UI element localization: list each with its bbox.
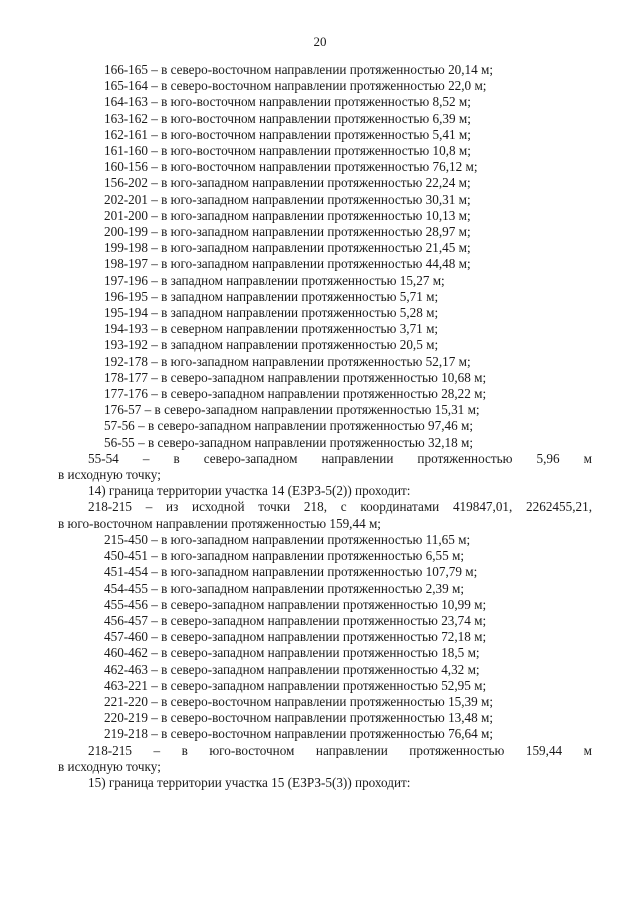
- boundary-line: 462-463 – в северо-западном направлении протяженностью 4,32 м;: [104, 661, 480, 677]
- boundary-list-section-14: [58, 499, 592, 774]
- boundary-line: 460-462 – в северо-западном направлении протяженностью 18,5 м;: [104, 645, 480, 661]
- boundary-line: 166-165 – в северо-восточном направлении протяженностью 20,14 м;: [104, 62, 494, 77]
- boundary-line: 165-164 – в северо-восточном направлении протяженностью 22,0 м;: [104, 78, 487, 94]
- start-line-continuation: в юго-восточном направлении протяженностью 159,44 м;: [58, 515, 381, 531]
- closing-line-continuation: в исходную точку;: [58, 467, 161, 483]
- boundary-line: 177-176 – в северо-западном направлении протяженностью 28,22 м;: [104, 386, 487, 402]
- boundary-line: 160-156 – в юго-восточном направлении протяженностью 76,12 м;: [104, 159, 478, 175]
- boundary-line: 454-455 – в юго-западном направлении протяженностью 2,39 м;: [104, 580, 465, 596]
- boundary-line: 193-192 – в западном направлении протяженностью 20,5 м;: [104, 337, 439, 353]
- boundary-line: 202-201 – в юго-западном направлении протяженностью 30,31 м;: [104, 191, 471, 207]
- boundary-line: 163-162 – в юго-восточном направлении протяженностью 6,39 м;: [104, 110, 471, 126]
- closing-line-continuation: в исходную точку;: [58, 758, 161, 774]
- closing-line-text: 218-215 – в юго-восточном направлении протяженностью 159,44 м: [88, 742, 592, 758]
- boundary-line: 198-197 – в юго-западном направлении протяженностью 44,48 м;: [104, 256, 471, 272]
- section-heading-15: 15) граница территории участка 15 (ЕЗРЗ-5(3)) проходит:: [88, 774, 411, 790]
- boundary-line: 199-198 – в юго-западном направлении протяженностью 21,45 м;: [104, 240, 471, 256]
- boundary-line: 450-451 – в юго-западном направлении протяженностью 6,55 м;: [104, 548, 465, 564]
- boundary-line: 200-199 – в юго-западном направлении протяженностью 28,97 м;: [104, 224, 471, 240]
- boundary-line: 162-161 – в юго-восточном направлении протяженностью 5,41 м;: [104, 126, 471, 142]
- boundary-line: 164-163 – в юго-восточном направлении протяженностью 8,52 м;: [104, 94, 471, 110]
- page-number: 20: [313, 34, 327, 49]
- boundary-line: 463-221 – в северо-западном направлении протяженностью 52,95 м;: [104, 677, 487, 693]
- boundary-line: 178-177 – в северо-западном направлении протяженностью 10,68 м;: [104, 369, 487, 385]
- document-body: [58, 62, 592, 791]
- start-line-text: 218-215 – из исходной точки 218, с координатами 419847,01, 2262455,21,: [88, 499, 592, 515]
- closing-line-section-13: [58, 451, 592, 483]
- boundary-line: 156-202 – в юго-западном направлении протяженностью 22,24 м;: [104, 175, 471, 191]
- boundary-line: 457-460 – в северо-западном направлении протяженностью 72,18 м;: [104, 629, 487, 645]
- boundary-line: 455-456 – в северо-западном направлении протяженностью 10,99 м;: [104, 596, 487, 612]
- boundary-line: 221-220 – в северо-восточном направлении протяженностью 15,39 м;: [104, 693, 494, 709]
- boundary-line: 194-193 – в северном направлении протяженностью 3,71 м;: [104, 321, 439, 337]
- boundary-line: 192-178 – в юго-западном направлении протяженностью 52,17 м;: [104, 353, 471, 369]
- boundary-line: 219-218 – в северо-восточном направлении протяженностью 76,64 м;: [104, 726, 494, 742]
- boundary-line: 57-56 – в северо-западном направлении протяженностью 97,46 м;: [104, 418, 473, 434]
- boundary-line: 456-457 – в северо-западном направлении протяженностью 23,74 м;: [104, 612, 487, 628]
- boundary-line: 201-200 – в юго-западном направлении протяженностью 10,13 м;: [104, 207, 471, 223]
- closing-line-text: 55-54 – в северо-западном направлении протяженностью 5,96 м: [88, 450, 592, 466]
- boundary-line: 451-454 – в юго-западном направлении протяженностью 107,79 м;: [104, 564, 478, 580]
- boundary-line: 197-196 – в западном направлении протяженностью 15,27 м;: [104, 272, 445, 288]
- boundary-list-section-13: [58, 62, 592, 483]
- boundary-line: 215-450 – в юго-западном направлении протяженностью 11,65 м;: [104, 531, 471, 547]
- boundary-line: 161-160 – в юго-восточном направлении протяженностью 10,8 м;: [104, 143, 471, 159]
- boundary-line: 196-195 – в западном направлении протяженностью 5,71 м;: [104, 288, 439, 304]
- boundary-line: 56-55 – в северо-западном направлении протяженностью 32,18 м;: [104, 434, 473, 450]
- boundary-line: 176-57 – в северо-западном направлении протяженностью 15,31 м;: [104, 402, 480, 418]
- boundary-line: 195-194 – в западном направлении протяженностью 5,28 м;: [104, 305, 439, 321]
- section-heading-14: 14) граница территории участка 14 (ЕЗРЗ-5(2)) проходит:: [88, 483, 411, 499]
- start-line-section-14: [58, 499, 592, 531]
- closing-line-section-14: [58, 743, 592, 775]
- boundary-line: 220-219 – в северо-восточном направлении протяженностью 13,48 м;: [104, 710, 494, 726]
